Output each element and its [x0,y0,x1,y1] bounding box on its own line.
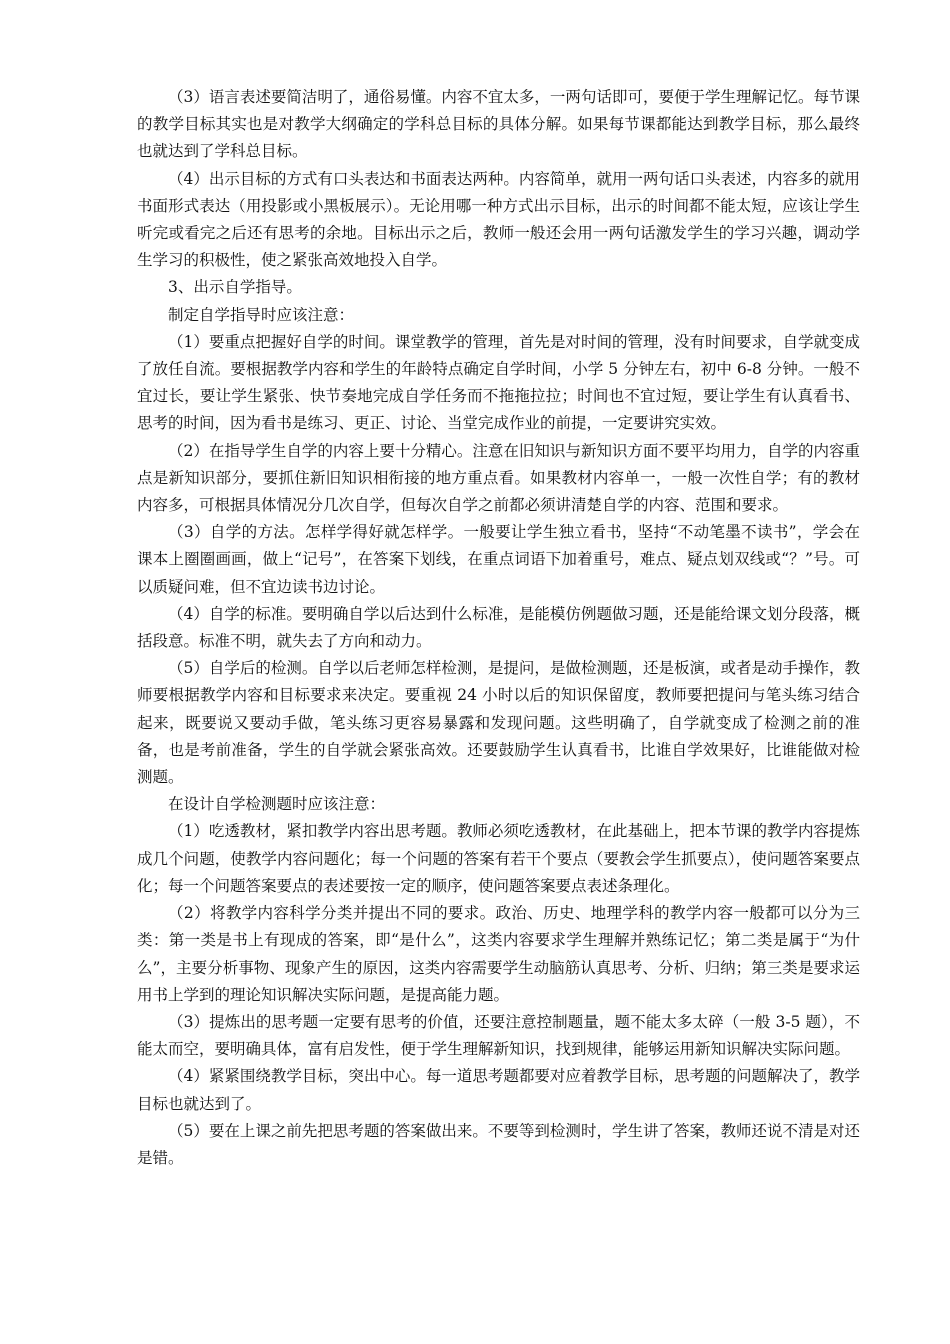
paragraph-check-intro: 在设计自学检测题时应该注意： [168,795,386,814]
paragraph-guide-method: （3）自学的方法。怎样学得好就怎样学。一般要让学生独立看书，坚持“不动笔墨不读书”，学会在课本上圈圈画画，做上“记号”，在答案下划线，在重点词语下加着重号，难点、疑点划双线或“？”号。可以质疑问难，但不宜边读书边讨论。 [137,523,860,596]
paragraph-guide-content: （2）在指导学生自学的内容上要十分精心。注意在旧知识与新知识方面不要平均用力，自学的内容重点是新知识部分，要抓住新旧知识相衔接的地方重点看。如果教材内容单一，一般一次性自学；有的教材内容多，可根据具体情况分几次自学，但每次自学之前都必须讲清楚自学的内容、范围和要求。 [137,441,860,515]
paragraph-guide-intro: 制定自学指导时应该注意： [168,305,355,324]
paragraph-check-answers: （5）要在上课之前先把思考题的答案做出来。不要等到检测时，学生讲了答案，教师还说不清是对还是错。 [137,1121,860,1167]
paragraph-guide-time: （1）要重点把握好自学的时间。课堂教学的管理，首先是对时间的管理，没有时间要求，自学就变成了放任自流。要根据教学内容和学生的年龄特点确定自学时间，小学 5 分钟左右，初中 6-8 分钟。一般不宜过长，要让学生紧张、快节奏地完成自学任务而不拖拖拉拉；时间也不宜过短，要让学生有认真看书、思考的时间，因为看书是练习、更正、讨论、当堂完成作业的前提，一定要讲究实效。 [137,332,860,433]
paragraph-goal-language: （3）语言表述要简洁明了，通俗易懂。内容不宜太多，一两句话即可，要便于学生理解记忆。每节课的教学目标其实也是对教学大纲确定的学科总目标的具体分解。如果每节课都能达到教学目标，那么最终也就达到了学科总目标。 [137,88,860,161]
paragraph-goal-display: （4）出示目标的方式有口头表达和书面表达两种。内容简单，就用一两句话口头表述，内容多的就用书面形式表达（用投影或小黑板展示）。无论用哪一种方式出示目标，出示的时间都不能太短，应该让学生听完或看完之后还有思考的余地。目标出示之后，教师一般还会用一两句话激发学生的学习兴趣，调动学生学习的积极性，使之紧张高效地投入自学。 [137,169,860,270]
paragraph-check-textbook: （1）吃透教材，紧扣教学内容出思考题。教师必须吃透教材，在此基础上，把本节课的教学内容提炼成几个问题，使教学内容问题化；每一个问题的答案有若干个要点（要教会学生抓要点），使问题答案要点化；每一个问题答案要点的表述要按一定的顺序，使问题答案要点表述条理化。 [137,822,860,895]
paragraph-guide-standard: （4）自学的标准。要明确自学以后达到什么标准，是能模仿例题做习题，还是能给课文划分段落，概括段意。标准不明，就失去了方向和动力。 [137,604,860,651]
paragraph-check-goal: （4）紧紧围绕教学目标，突出中心。每一道思考题都要对应着教学目标，思考题的问题解决了，教学目标也就达到了。 [137,1067,860,1113]
paragraph-check-classify: （2）将教学内容科学分类并提出不同的要求。政治、历史、地理学科的教学内容一般都可以分为三类：第一类是书上有现成的答案，即“是什么”，这类内容要求学生理解并熟练记忆；第二类是属于“为什么”，主要分析事物、现象产生的原因，这类内容需要学生动脑筋认真思考、分析、归纳；第三类是要求运用书上学到的理论知识解决实际问题，是提高能力题。 [137,904,860,1004]
section-heading-self-study-guide: 3、出示自学指导。 [168,278,302,297]
paragraph-check-value: （3）提炼出的思考题一定要有思考的价值，还要注意控制题量，题不能太多太碎（一般 3-5 题），不能太而空，要明确具体，富有启发性，便于学生理解新知识，找到规律，能够运用新知识解决实际问题。 [137,1012,860,1059]
paragraph-guide-check: （5）自学后的检测。自学以后老师怎样检测，是提问，是做检测题，还是板演，或者是动手操作，教师要根据教学内容和目标要求来决定。要重视 24 小时以后的知识保留度，教师要把提问与笔头练习结合起来，既要说又要动手做，笔头练习更容易暴露和发现问题。这些明确了，自学就变成了检测之前的准备，也是考前准备，学生的自学就会紧张高效。还要鼓励学生认真看书，比谁自学效果好，比谁能做对检测题。 [137,659,860,787]
document-body [137,84,860,1172]
